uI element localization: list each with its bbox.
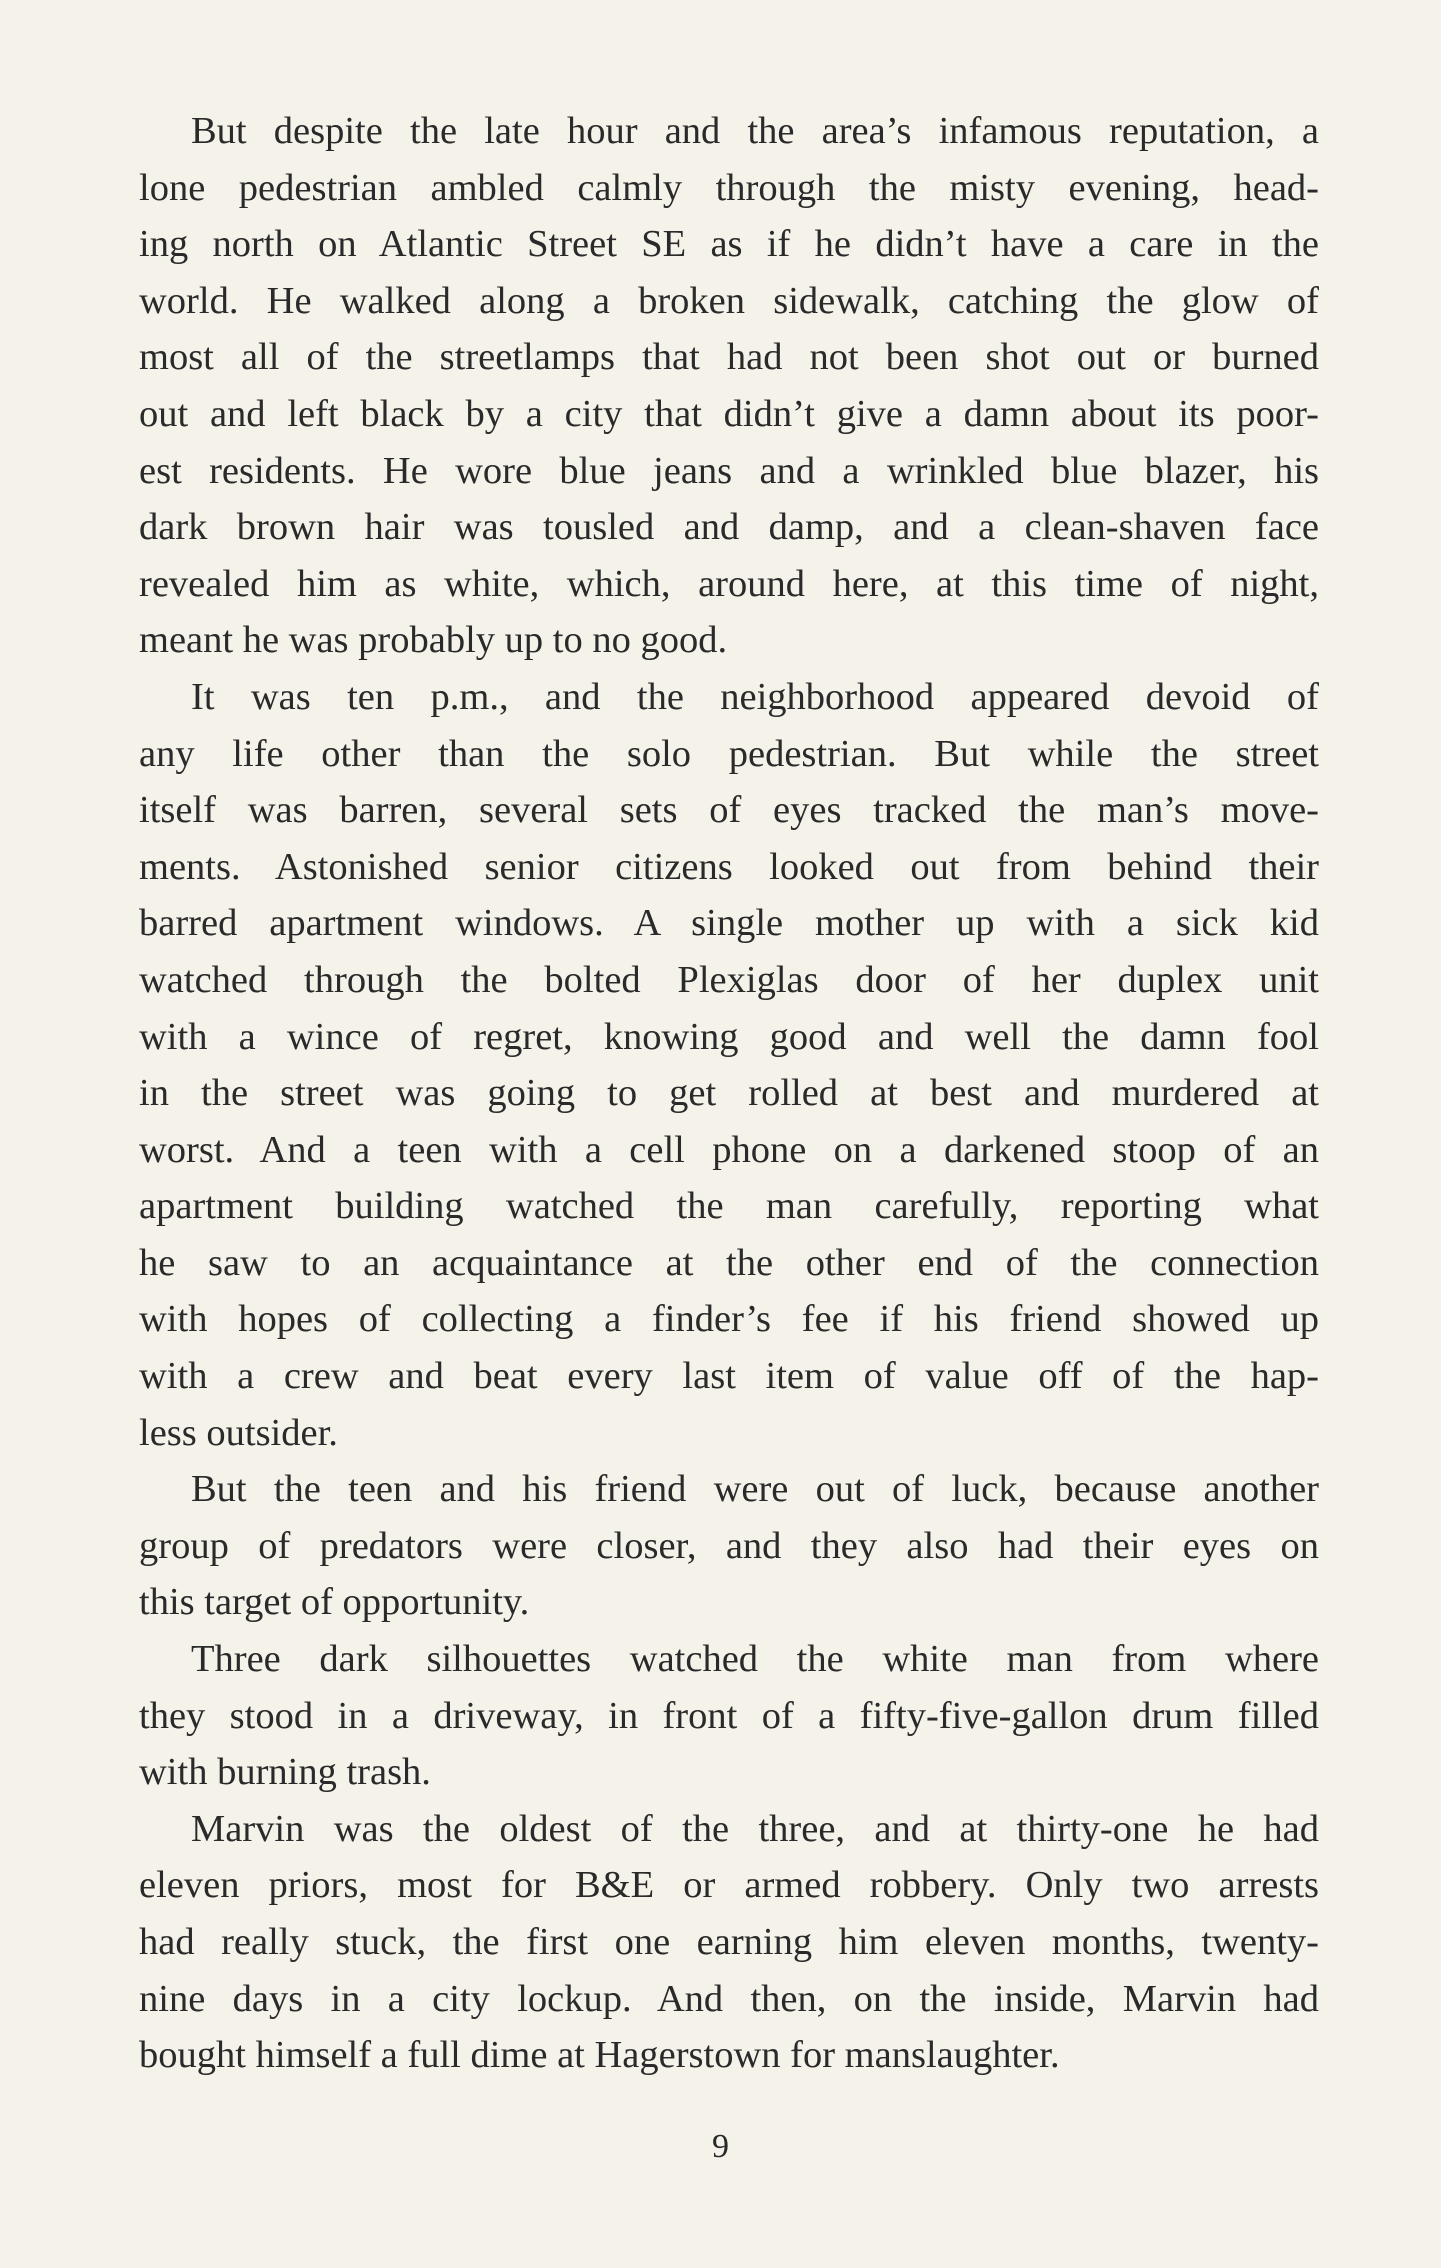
text-line: ing north on Atlantic Street SE as if he didn’t have a care in the (139, 223, 1319, 266)
text-line: ments. Astonished senior citizens looked out from behind their (139, 845, 1319, 888)
text-line: But the teen and his friend were out of luck, because another (191, 1468, 1319, 1511)
text-line: bought himself a full dime at Hagerstown for manslaughter. (139, 2034, 1060, 2077)
text-line: barred apartment windows. A single mother up with a sick kid (139, 902, 1319, 945)
text-line: itself was barren, several sets of eyes tracked the man’s move- (139, 789, 1319, 832)
page-number: 9 (712, 2128, 729, 2165)
text-line: dark brown hair was tousled and damp, and a clean-shaven face (139, 506, 1319, 549)
text-line: in the street was going to get rolled at best and murdered at (139, 1072, 1319, 1115)
text-line: apartment building watched the man carefully, reporting what (139, 1185, 1319, 1228)
text-line: watched through the bolted Plexiglas door of her duplex unit (139, 958, 1319, 1001)
text-line: with a crew and beat every last item of value off of the hap- (139, 1355, 1319, 1398)
text-line: most all of the streetlamps that had not been shot out or burned (139, 336, 1319, 379)
text-line: revealed him as white, which, around here, at this time of night, (139, 562, 1319, 605)
text-line: meant he was probably up to no good. (139, 619, 728, 662)
text-line: with a wince of regret, knowing good and well the damn fool (139, 1015, 1319, 1058)
text-line: It was ten p.m., and the neighborhood appeared devoid of (191, 675, 1319, 718)
text-line: Marvin was the oldest of the three, and at thirty-one he had (191, 1807, 1319, 1850)
text-line: they stood in a driveway, in front of a fifty-five-gallon drum filled (139, 1694, 1319, 1737)
text-line: out and left black by a city that didn’t give a damn about its poor- (139, 392, 1319, 435)
text-line: this target of opportunity. (139, 1581, 530, 1624)
text-line: world. He walked along a broken sidewalk, catching the glow of (139, 279, 1319, 322)
text-line: had really stuck, the first one earning him eleven months, twenty- (139, 1921, 1319, 1963)
text-line: worst. And a teen with a cell phone on a darkened stoop of an (139, 1128, 1319, 1171)
text-line: lone pedestrian ambled calmly through the misty evening, head- (139, 166, 1319, 209)
text-line: he saw to an acquaintance at the other end of the connection (139, 1241, 1319, 1284)
text-line: with burning trash. (139, 1751, 431, 1794)
body-text (139, 103, 1319, 2084)
text-line: less outsider. (139, 1411, 338, 1454)
text-line: But despite the late hour and the area’s infamous reputation, a (191, 110, 1319, 152)
text-line: eleven priors, most for B&E or armed robbery. Only two arrests (139, 1864, 1319, 1907)
text-line: with hopes of collecting a finder’s fee if his friend showed up (139, 1298, 1319, 1341)
text-line: any life other than the solo pedestrian. But while the street (139, 732, 1319, 775)
text-line: nine days in a city lockup. And then, on the inside, Marvin had (139, 1977, 1319, 2020)
text-line: group of predators were closer, and they also had their eyes on (139, 1524, 1319, 1567)
text-line: est residents. He wore blue jeans and a wrinkled blue blazer, his (139, 449, 1319, 492)
text-line: Three dark silhouettes watched the white man from where (191, 1638, 1319, 1681)
